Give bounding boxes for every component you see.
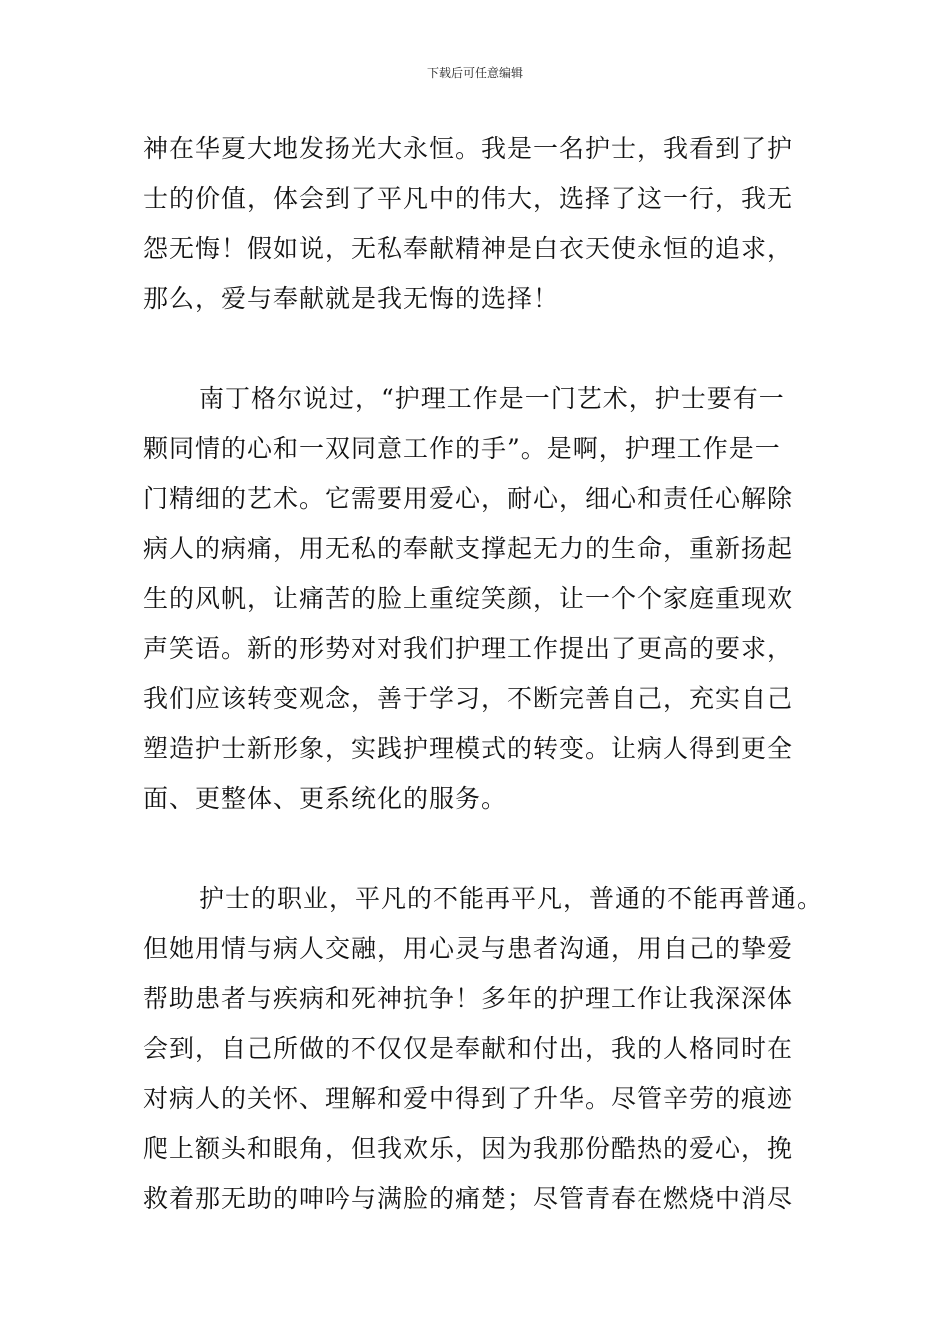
text-line: 帮助患者与疾病和死神抗争！多年的护理工作让我深深体: [143, 984, 794, 1013]
text-line: 护士的职业，平凡的不能再平凡，普通的不能再普通。: [199, 884, 824, 913]
text-line: 怨无悔！假如说，无私奉献精神是白衣天使永恒的追求，: [143, 234, 794, 263]
text-line: 病人的病痛，用无私的奉献支撑起无力的生命，重新扬起: [143, 534, 794, 563]
paragraph-spacer: [143, 324, 815, 374]
document-body: [143, 124, 824, 1224]
text-line: 南丁格尔说过，“护理工作是一门艺术，护士要有一: [199, 384, 785, 413]
paragraph-2: [143, 374, 815, 824]
text-line: 塑造护士新形象，实践护理模式的转变。让病人得到更全: [143, 734, 794, 763]
page-header: 下载后可任意编辑: [426, 66, 523, 80]
text-line: 门精细的艺术。它需要用爱心，耐心，细心和责任心解除: [143, 484, 794, 513]
text-line: 会到，自己所做的不仅仅是奉献和付出，我的人格同时在: [143, 1034, 794, 1063]
text-line: 但她用情与病人交融，用心灵与患者沟通，用自己的挚爱: [143, 934, 794, 963]
text-line: 士的价值，体会到了平凡中的伟大，选择了这一行，我无: [143, 184, 794, 213]
text-line: 声笑语。新的形势对对我们护理工作提出了更高的要求，: [143, 634, 794, 663]
text-line: 那么，爱与奉献就是我无悔的选择！: [143, 284, 560, 313]
text-line: 神在华夏大地发扬光大永恒。我是一名护士，我看到了护: [143, 134, 794, 163]
text-line: 颗同情的心和一双同意工作的手”。是啊，护理工作是一: [143, 434, 781, 463]
text-line: 对病人的关怀、理解和爱中得到了升华。尽管辛劳的痕迹: [143, 1084, 794, 1113]
text-line: 救着那无助的呻吟与满脸的痛楚；尽管青春在燃烧中消尽: [143, 1184, 794, 1213]
text-line: 爬上额头和眼角，但我欢乐，因为我那份酷热的爱心，挽: [143, 1134, 794, 1163]
text-line: 面、更整体、更系统化的服务。: [143, 784, 508, 813]
paragraph-spacer: [143, 824, 815, 874]
text-line: 生的风帆，让痛苦的脸上重绽笑颜，让一个个家庭重现欢: [143, 584, 794, 613]
paragraph-3: [143, 874, 824, 1224]
text-line: 我们应该转变观念，善于学习，不断完善自己，充实自己: [143, 684, 794, 713]
paragraph-1: [143, 124, 815, 324]
